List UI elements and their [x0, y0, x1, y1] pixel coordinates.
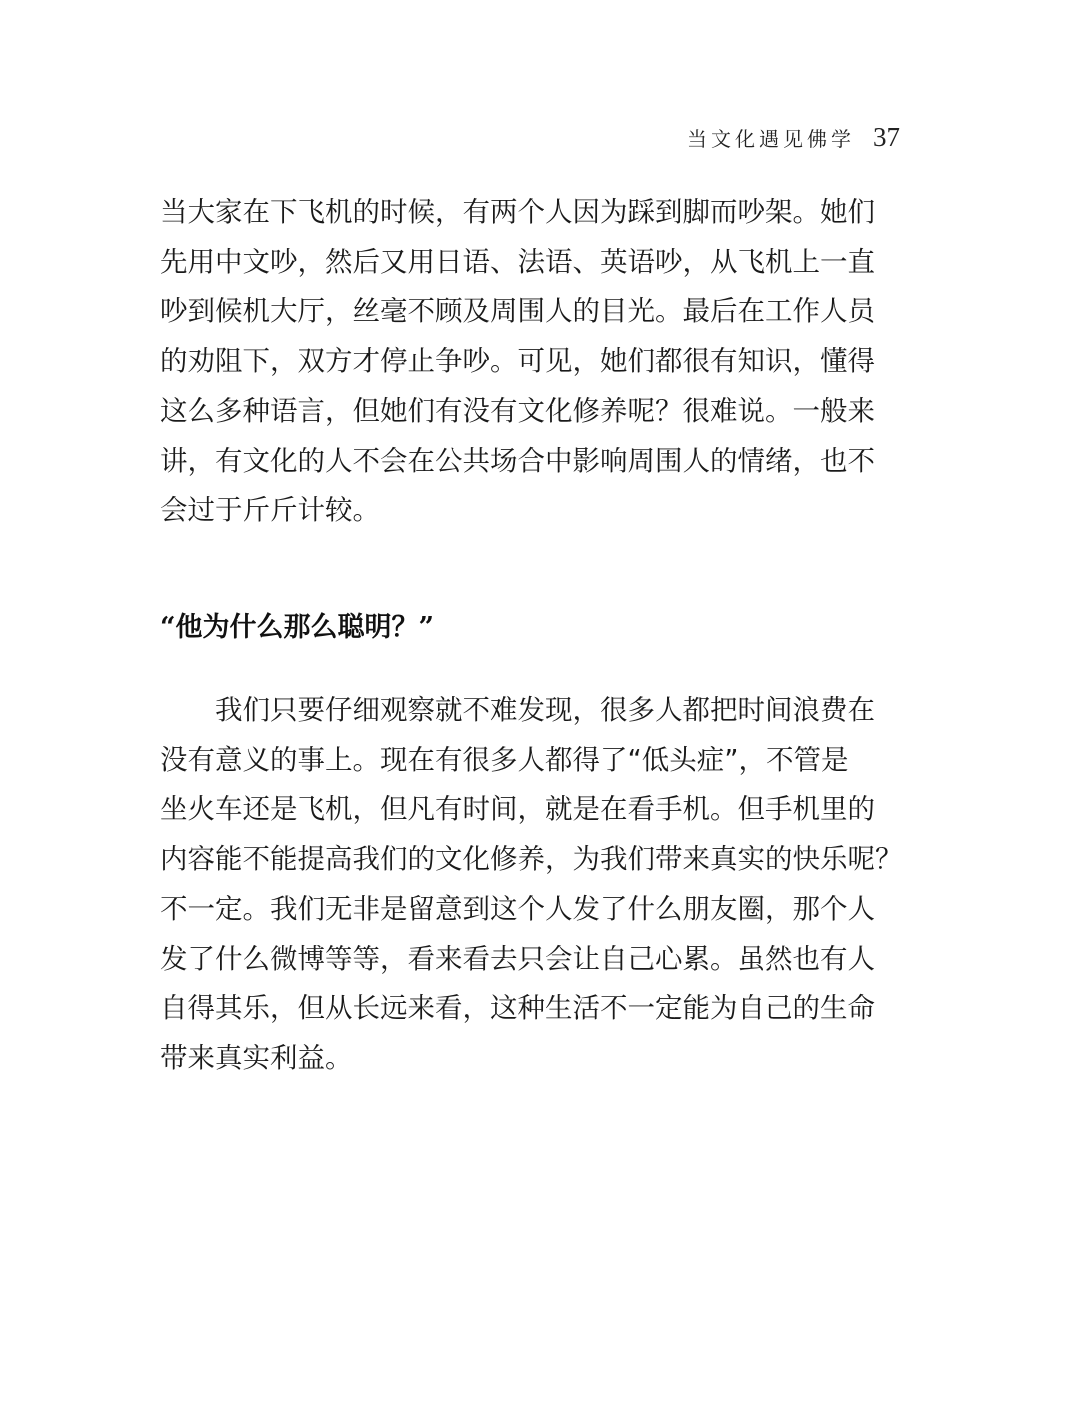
text-line: 先用中文吵，然后又用日语、法语、英语吵，从飞机上一直	[160, 245, 875, 278]
text-line: 内容能不能提高我们的文化修养，为我们带来真实的快乐呢？	[160, 843, 903, 876]
page-number: 37	[873, 122, 900, 152]
paragraph-1	[160, 188, 920, 536]
text-line: 带来真实利益。	[160, 1041, 353, 1074]
text-line: 吵到候机大厅，丝毫不顾及周围人的目光。最后在工作人员	[160, 295, 875, 328]
paragraph-2	[160, 686, 920, 1084]
text-line: 讲，有文化的人不会在公共场合中影响周围人的情绪，也不	[160, 444, 875, 477]
text-line: 当大家在下飞机的时候，有两个人因为踩到脚而吵架。她们	[160, 196, 875, 228]
text-line: 这么多种语言，但她们有没有文化修养呢？很难说。一般来	[160, 394, 875, 427]
header-title: 当文化遇见佛学	[687, 127, 855, 151]
running-header	[687, 122, 900, 153]
section-heading: “他为什么那么聪明？”	[160, 612, 435, 643]
text-line: 自得其乐，但从长远来看，这种生活不一定能为自己的生命	[160, 992, 875, 1025]
text-line: 没有意义的事上。现在有很多人都得了“低头症”，不管是	[160, 743, 849, 776]
text-line: 不一定。我们无非是留意到这个人发了什么朋友圈，那个人	[160, 892, 875, 925]
text-line: 我们只要仔细观察就不难发现，很多人都把时间浪费在	[160, 694, 875, 726]
text-line: 坐火车还是飞机，但凡有时间，就是在看手机。但手机里的	[160, 793, 875, 826]
text-line: 会过于斤斤计较。	[160, 494, 380, 527]
text-line: 发了什么微博等等，看来看去只会让自己心累。虽然也有人	[160, 942, 875, 975]
text-line: 的劝阻下，双方才停止争吵。可见，她们都很有知识，懂得	[160, 345, 875, 378]
